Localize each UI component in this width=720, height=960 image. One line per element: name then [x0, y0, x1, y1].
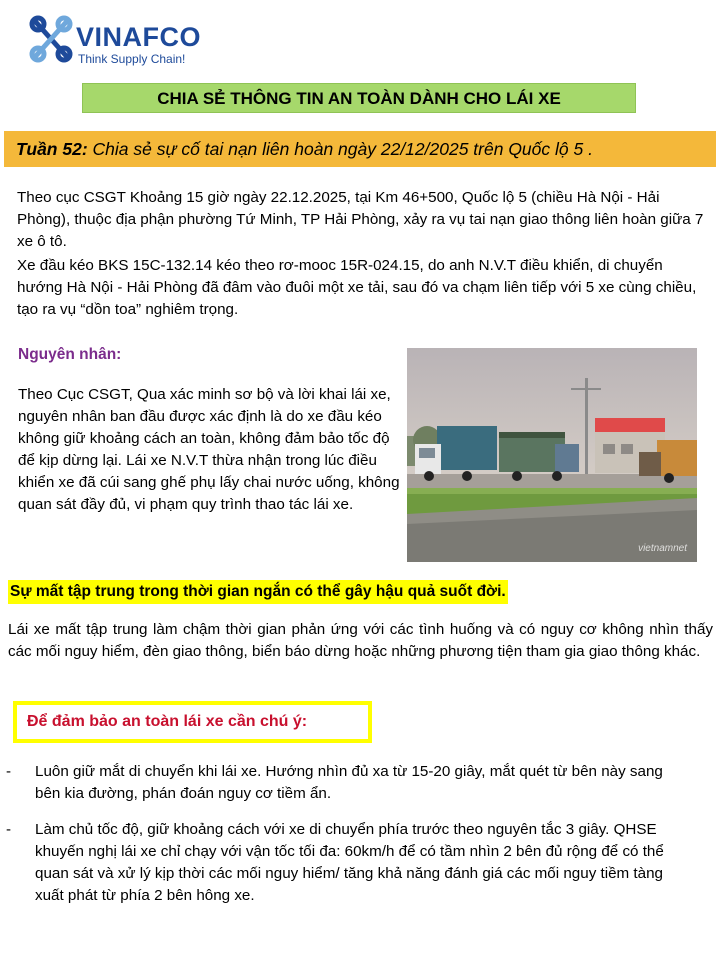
vinafco-logo-mark-icon: [28, 14, 74, 64]
logo-name: VINAFCO: [76, 22, 201, 52]
bullet-dash: -: [6, 821, 12, 838]
logo-tagline: Think Supply Chain!: [78, 52, 186, 66]
week-label: Tuần 52:: [16, 139, 88, 159]
intro-paragraph-2: Xe đầu kéo BKS 15C-132.14 kéo theo rơ-mooc 15R-024.15, do anh N.V.T điều khiển, di chuyển hướng Hà Nội - Hải Phòng đã đâm vào đuôi một xe tải, sau đó va chạm liên tiếp với 5 xe cùng chiều, tạo ra vụ “dồn toa” nghiêm trọng.: [17, 257, 697, 318]
page-title: CHIA SẺ THÔNG TIN AN TOÀN DÀNH CHO LÁI XE: [82, 83, 636, 113]
week-banner: [4, 131, 716, 167]
intro-paragraph-1: Theo cục CSGT Khoảng 15 giờ ngày 22.12.2025, tại Km 46+500, Quốc lộ 5 (chiều Hà Nội - Hải Phòng), thuộc địa phận phường Tứ Minh, TP Hải Phòng, xảy ra vụ tai nạn giao thông liên hoàn giữa 7 xe ô tô.: [17, 189, 704, 250]
bullet-dash: -: [6, 763, 12, 780]
safety-tip-text: Luôn giữ mắt di chuyển khi lái xe. Hướng nhìn đủ xa từ 15-20 giây, mắt quét từ bên này sang bên kia đường, phán đoán nguy cơ tiềm ẩn.: [35, 763, 663, 802]
attention-heading: Để đảm bảo an toàn lái xe cần chú ý:: [13, 701, 372, 743]
highlight-warning: Sự mất tập trung trong thời gian ngắn có thể gây hậu quả suốt đời.: [8, 580, 508, 604]
week-banner-text: Chia sẻ sự cố tai nạn liên hoàn ngày 22/12/2025 trên Quốc lộ 5 .: [87, 139, 593, 159]
company-logo: [28, 14, 228, 74]
cause-heading: Nguyên nhân:: [18, 346, 122, 363]
consequence-paragraph: Lái xe mất tập trung làm chậm thời gian phản ứng với các tình huống và có nguy cơ không nhìn thấy các mối nguy hiểm, đèn giao thông, biển báo dừng hoặc những phương tiện tham gia giao thông khác.: [8, 621, 713, 660]
cause-paragraph: Theo Cục CSGT, Qua xác minh sơ bộ và lời khai lái xe, nguyên nhân ban đầu được xác định là do xe đầu kéo không giữ khoảng cách an toàn, không đảm bảo tốc độ để kịp dừng lại. Lái xe N.V.T thừa nhận trong lúc điều khiển xe đã cúi sang ghế phụ lấy chai nước uống, không quan sát đầy đủ, vi phạm quy trình thao tác lái xe.: [18, 386, 400, 513]
photo-watermark: vietnamnet: [638, 543, 687, 554]
safety-tip-text: Làm chủ tốc độ, giữ khoảng cách với xe di chuyển phía trước theo nguyên tắc 3 giây. QHSE khuyến nghị lái xe chỉ chạy với vận tốc tối đa: 60km/h để có tầm nhìn 2 bên đủ rộng để có thể quan sát và xử lý kịp thời các mối nguy hiểm/ tăng khả năng đánh giá các mối nguy tiềm tàng xuất phát từ phía 2 bên hông xe.: [35, 821, 664, 904]
accident-photo: [407, 348, 697, 562]
